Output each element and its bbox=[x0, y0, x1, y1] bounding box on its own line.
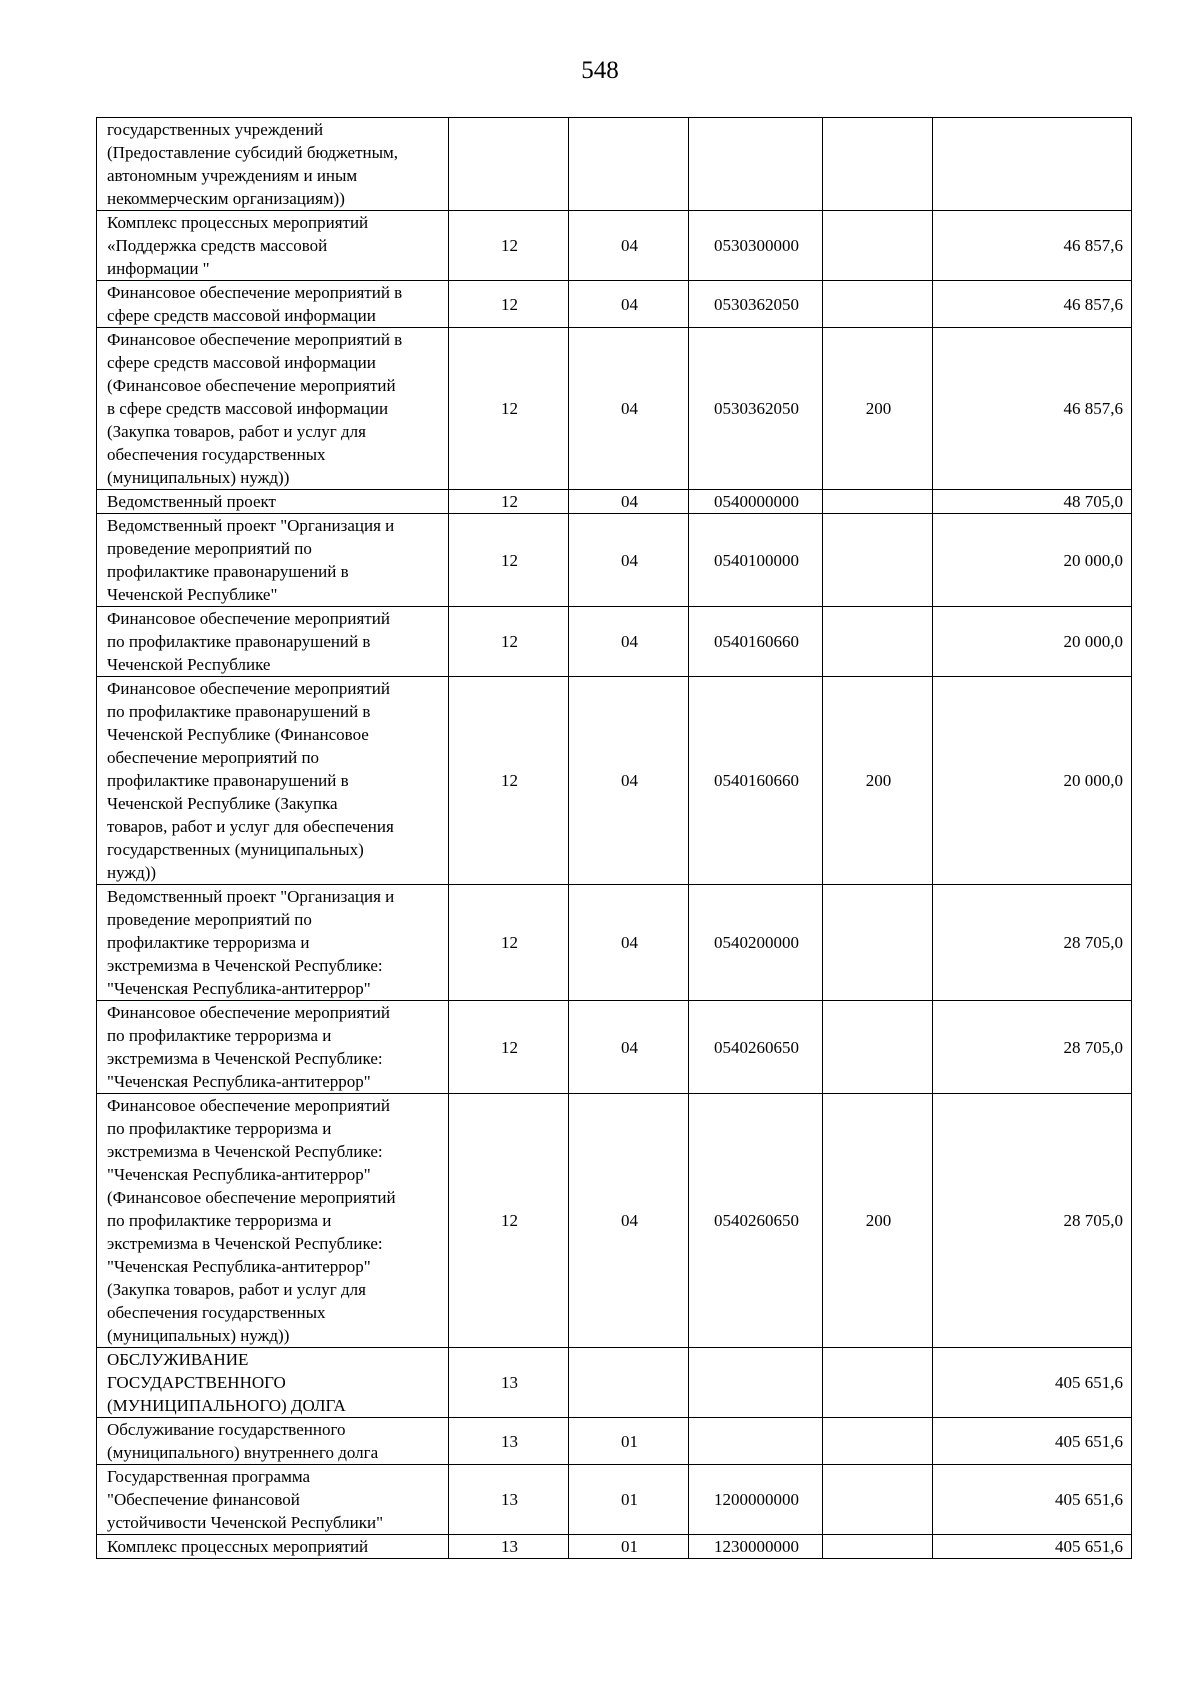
row-amount-cell: 28 705,0 bbox=[933, 1001, 1132, 1094]
row-section-cell: 13 bbox=[449, 1348, 569, 1418]
table-row bbox=[97, 211, 1132, 281]
row-expense-type-cell bbox=[823, 211, 933, 281]
row-section-cell: 12 bbox=[449, 885, 569, 1001]
table-row bbox=[97, 1418, 1132, 1465]
row-name-cell: Финансовое обеспечение мероприятий по профилактике правонарушений в Чеченской Республике bbox=[97, 607, 449, 677]
row-amount-cell: 46 857,6 bbox=[933, 211, 1132, 281]
row-subsection-cell: 04 bbox=[569, 490, 689, 514]
row-expense-type-cell bbox=[823, 281, 933, 328]
table-row bbox=[97, 1535, 1132, 1559]
row-name-cell: Комплекс процессных мероприятий «Поддержка средств массовой информации " bbox=[97, 211, 449, 281]
table-row bbox=[97, 328, 1132, 490]
row-name-cell: Финансовое обеспечение мероприятий в сфере средств массовой информации (Финансовое обеспечение мероприятий в сфере средств массовой информации (Закупка товаров, работ и услуг для обеспечения государственных (муниципальных) нужд)) bbox=[97, 328, 449, 490]
row-target-article-cell: 0540100000 bbox=[689, 514, 823, 607]
row-subsection-cell bbox=[569, 1348, 689, 1418]
row-section-cell: 12 bbox=[449, 1094, 569, 1348]
row-target-article-cell: 0540000000 bbox=[689, 490, 823, 514]
row-target-article-cell: 0530362050 bbox=[689, 281, 823, 328]
row-section-cell: 12 bbox=[449, 328, 569, 490]
row-name-cell: Финансовое обеспечение мероприятий по профилактике правонарушений в Чеченской Республике (Финансовое обеспечение мероприятий по профилактике правонарушений в Чеченской Республике (Закупка товаров, работ и услуг для обеспечения государственных (муниципальных) нужд)) bbox=[97, 677, 449, 885]
row-expense-type-cell bbox=[823, 1535, 933, 1559]
row-section-cell: 12 bbox=[449, 490, 569, 514]
row-amount-cell: 28 705,0 bbox=[933, 885, 1132, 1001]
row-subsection-cell bbox=[569, 118, 689, 211]
row-expense-type-cell bbox=[823, 607, 933, 677]
row-amount-cell: 405 651,6 bbox=[933, 1418, 1132, 1465]
table-row bbox=[97, 1094, 1132, 1348]
row-section-cell: 12 bbox=[449, 677, 569, 885]
budget-table-body bbox=[97, 118, 1132, 1559]
row-target-article-cell: 0540160660 bbox=[689, 677, 823, 885]
row-subsection-cell: 04 bbox=[569, 607, 689, 677]
table-row bbox=[97, 607, 1132, 677]
row-target-article-cell: 0540260650 bbox=[689, 1094, 823, 1348]
page-number: 548 bbox=[581, 57, 619, 84]
row-expense-type-cell bbox=[823, 885, 933, 1001]
row-target-article-cell bbox=[689, 1348, 823, 1418]
row-expense-type-cell bbox=[823, 1348, 933, 1418]
table-row bbox=[97, 514, 1132, 607]
row-name-cell: Финансовое обеспечение мероприятий в сфере средств массовой информации bbox=[97, 281, 449, 328]
row-target-article-cell: 0540160660 bbox=[689, 607, 823, 677]
row-target-article-cell bbox=[689, 118, 823, 211]
row-name-cell: Финансовое обеспечение мероприятий по профилактике терроризма и экстремизма в Чеченской Республике: "Чеченская Республика-антитеррор" bbox=[97, 1001, 449, 1094]
row-expense-type-cell bbox=[823, 514, 933, 607]
row-subsection-cell: 04 bbox=[569, 1001, 689, 1094]
table-row bbox=[97, 281, 1132, 328]
row-section-cell: 12 bbox=[449, 1001, 569, 1094]
row-subsection-cell: 04 bbox=[569, 1094, 689, 1348]
row-name-cell: Ведомственный проект bbox=[97, 490, 449, 514]
row-name-cell: Государственная программа "Обеспечение финансовой устойчивости Чеченской Республики" bbox=[97, 1465, 449, 1535]
row-target-article-cell: 0540260650 bbox=[689, 1001, 823, 1094]
row-subsection-cell: 01 bbox=[569, 1465, 689, 1535]
row-expense-type-cell bbox=[823, 1418, 933, 1465]
table-row bbox=[97, 677, 1132, 885]
row-amount-cell bbox=[933, 118, 1132, 211]
row-subsection-cell: 04 bbox=[569, 885, 689, 1001]
row-amount-cell: 46 857,6 bbox=[933, 328, 1132, 490]
row-section-cell bbox=[449, 118, 569, 211]
row-amount-cell: 46 857,6 bbox=[933, 281, 1132, 328]
row-section-cell: 13 bbox=[449, 1465, 569, 1535]
row-name-cell: государственных учреждений (Предоставление субсидий бюджетным, автономным учреждениям и иным некоммерческим организациям)) bbox=[97, 118, 449, 211]
row-expense-type-cell: 200 bbox=[823, 328, 933, 490]
row-section-cell: 12 bbox=[449, 514, 569, 607]
row-name-cell: Обслуживание государственного (муниципального) внутреннего долга bbox=[97, 1418, 449, 1465]
row-section-cell: 12 bbox=[449, 281, 569, 328]
row-subsection-cell: 04 bbox=[569, 328, 689, 490]
row-expense-type-cell: 200 bbox=[823, 1094, 933, 1348]
row-name-cell: Ведомственный проект "Организация и проведение мероприятий по профилактике терроризма и экстремизма в Чеченской Республике: "Чеченская Республика-антитеррор" bbox=[97, 885, 449, 1001]
row-subsection-cell: 04 bbox=[569, 211, 689, 281]
table-row bbox=[97, 1348, 1132, 1418]
row-expense-type-cell bbox=[823, 1001, 933, 1094]
budget-table bbox=[96, 117, 1132, 1559]
row-expense-type-cell bbox=[823, 490, 933, 514]
row-subsection-cell: 04 bbox=[569, 514, 689, 607]
row-target-article-cell: 0530362050 bbox=[689, 328, 823, 490]
row-section-cell: 13 bbox=[449, 1535, 569, 1559]
row-section-cell: 12 bbox=[449, 211, 569, 281]
row-amount-cell: 20 000,0 bbox=[933, 607, 1132, 677]
table-row bbox=[97, 1465, 1132, 1535]
row-expense-type-cell: 200 bbox=[823, 677, 933, 885]
row-name-cell: Комплекс процессных мероприятий bbox=[97, 1535, 449, 1559]
row-amount-cell: 20 000,0 bbox=[933, 677, 1132, 885]
row-subsection-cell: 01 bbox=[569, 1535, 689, 1559]
table-row bbox=[97, 490, 1132, 514]
row-target-article-cell bbox=[689, 1418, 823, 1465]
row-subsection-cell: 04 bbox=[569, 677, 689, 885]
row-section-cell: 12 bbox=[449, 607, 569, 677]
row-subsection-cell: 01 bbox=[569, 1418, 689, 1465]
table-row bbox=[97, 885, 1132, 1001]
row-section-cell: 13 bbox=[449, 1418, 569, 1465]
row-target-article-cell: 1230000000 bbox=[689, 1535, 823, 1559]
row-amount-cell: 405 651,6 bbox=[933, 1535, 1132, 1559]
row-amount-cell: 405 651,6 bbox=[933, 1465, 1132, 1535]
row-amount-cell: 20 000,0 bbox=[933, 514, 1132, 607]
row-target-article-cell: 1200000000 bbox=[689, 1465, 823, 1535]
row-name-cell: ОБСЛУЖИВАНИЕ ГОСУДАРСТВЕННОГО (МУНИЦИПАЛЬНОГО) ДОЛГА bbox=[97, 1348, 449, 1418]
row-name-cell: Финансовое обеспечение мероприятий по профилактике терроризма и экстремизма в Чеченской Республике: "Чеченская Республика-антитеррор" (Финансовое обеспечение мероприятий по профилактике терроризма и экстремизма в Чеченской Республике: "Чеченская Республика-антитеррор" (Закупка товаров, работ и услуг для обеспечения государственных (муниципальных) нужд)) bbox=[97, 1094, 449, 1348]
row-amount-cell: 28 705,0 bbox=[933, 1094, 1132, 1348]
row-target-article-cell: 0530300000 bbox=[689, 211, 823, 281]
row-expense-type-cell bbox=[823, 1465, 933, 1535]
row-subsection-cell: 04 bbox=[569, 281, 689, 328]
row-amount-cell: 405 651,6 bbox=[933, 1348, 1132, 1418]
row-target-article-cell: 0540200000 bbox=[689, 885, 823, 1001]
row-expense-type-cell bbox=[823, 118, 933, 211]
table-row bbox=[97, 1001, 1132, 1094]
row-amount-cell: 48 705,0 bbox=[933, 490, 1132, 514]
row-name-cell: Ведомственный проект "Организация и проведение мероприятий по профилактике правонарушений в Чеченской Республике" bbox=[97, 514, 449, 607]
table-row bbox=[97, 118, 1132, 211]
